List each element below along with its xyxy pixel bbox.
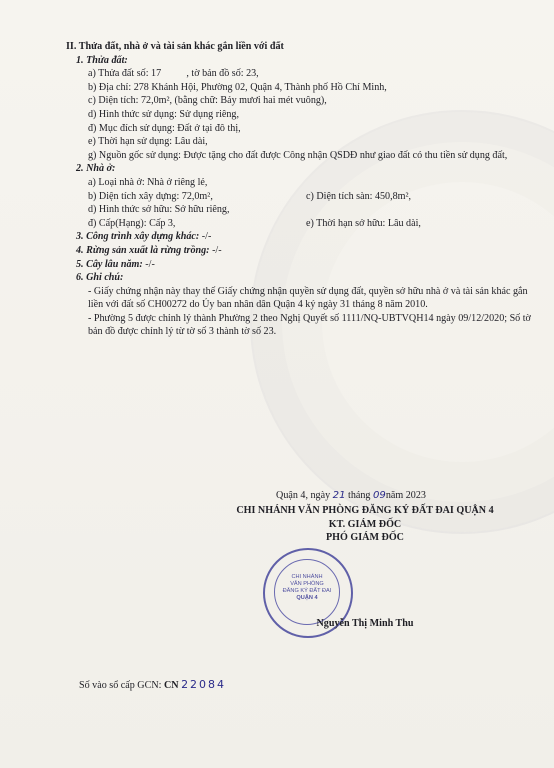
- house-ownership-form: d) Hình thức sở hữu: Sở hữu riêng,: [88, 204, 230, 216]
- land-parcel-number: a) Thửa đất số: 17 , tờ bản đồ số: 23,: [88, 68, 259, 80]
- house-ownership-term: e) Thời hạn sở hữu: Lâu dài,: [306, 217, 421, 229]
- seal-line-2: VĂN PHÒNG: [290, 581, 324, 587]
- issue-month-word: tháng: [345, 490, 373, 501]
- notes-title: 6. Ghi chú:: [76, 272, 124, 284]
- issue-date: [236, 490, 466, 501]
- registration-number-value: 22084: [181, 678, 227, 691]
- document-body: [66, 40, 534, 339]
- land-title: 1. Thửa đất:: [76, 54, 128, 66]
- perennial-trees-label: 5. Cây lâu năm:: [76, 258, 143, 270]
- seal-line-1: CHI NHÁNH: [291, 574, 323, 580]
- seal-line-3: ĐĂNG KÝ ĐẤT ĐAI: [282, 588, 332, 594]
- registration-number: [79, 678, 226, 691]
- land-area: c) Diện tích: 72,0m², (bằng chữ: Bảy mươi hai mét vuông),: [88, 95, 327, 107]
- other-works: [66, 230, 534, 244]
- land-use-term: e) Thời hạn sử dụng: Lâu dài,: [88, 136, 208, 148]
- perennial-trees-value: -/-: [142, 258, 155, 270]
- house-grade-row: [66, 217, 534, 231]
- issue-date-prefix: Quận 4, ngày: [276, 490, 333, 501]
- issue-month: 09: [373, 490, 386, 501]
- issue-day: 21: [332, 490, 346, 501]
- signer-name: Nguyễn Thị Minh Thu: [316, 618, 414, 629]
- registration-label: Số vào sổ cấp GCN:: [79, 680, 164, 691]
- seal-line-4: QUẬN 4: [296, 595, 318, 601]
- house-grade: đ) Cấp(Hạng): Cấp 3,: [88, 217, 176, 229]
- signer-role-1: KT. GIÁM ĐỐC: [328, 519, 402, 530]
- production-forest: [66, 244, 534, 258]
- seal-center: [274, 559, 340, 625]
- house-area-row: [66, 190, 534, 204]
- house-construction-area: b) Diện tích xây dựng: 72,0m²,: [88, 190, 213, 202]
- house-floor-area: c) Diện tích sàn: 450,8m²,: [306, 190, 412, 202]
- house-title: 2. Nhà ở:: [76, 163, 116, 175]
- land-use-form: d) Hình thức sử dụng: Sử dụng riêng,: [88, 108, 239, 120]
- signer-role-2: PHÓ GIÁM ĐỐC: [326, 532, 404, 543]
- house-type: a) Loại nhà ở: Nhà ở riêng lẻ,: [88, 176, 208, 188]
- issue-year: năm 2023: [385, 490, 426, 501]
- issuing-office: CHI NHÁNH VĂN PHÒNG ĐĂNG KÝ ĐẤT ĐAI QUẬN 4: [236, 505, 494, 516]
- other-works-value: -/-: [199, 231, 212, 243]
- note-ward-change: - Phường 5 được chỉnh lý thành Phường 2 theo Nghị Quyết số 1111/NQ-UBTVQH14 ngày 09/12/2020; Số tờ bản đồ được chỉnh lý từ tờ số 3 thành tờ số 23.: [88, 312, 531, 338]
- production-forest-label: 4. Rừng sản xuất là rừng trồng:: [76, 244, 210, 256]
- land-use-purpose: đ) Mục đích sử dụng: Đất ở tại đô thị,: [88, 122, 241, 134]
- land-use-origin: g) Nguồn gốc sử dụng: Được tặng cho đất được Công nhận QSDĐ như giao đất có thu tiền sử dụng đất,: [88, 149, 508, 161]
- other-works-label: 3. Công trình xây dựng khác:: [76, 231, 200, 243]
- perennial-trees: [66, 258, 534, 272]
- production-forest-value: -/-: [209, 244, 222, 256]
- seal-text: [277, 574, 337, 602]
- section-title: II. Thửa đất, nhà ở và tài sản khác gắn liền với đất: [66, 41, 284, 52]
- land-address: b) Địa chỉ: 278 Khánh Hội, Phường 02, Quận 4, Thành phố Hồ Chí Minh,: [88, 81, 387, 93]
- registration-prefix: CN: [163, 680, 182, 691]
- note-replacement: - Giấy chứng nhận này thay thế Giấy chứng nhận quyền sử dụng đất, quyền sở hữu nhà ở và tài sản khác gắn liền với đất số CH00272 do Ủy ban nhân dân Quận 4 ký ngày 31 tháng 8 năm 2010.: [88, 285, 528, 311]
